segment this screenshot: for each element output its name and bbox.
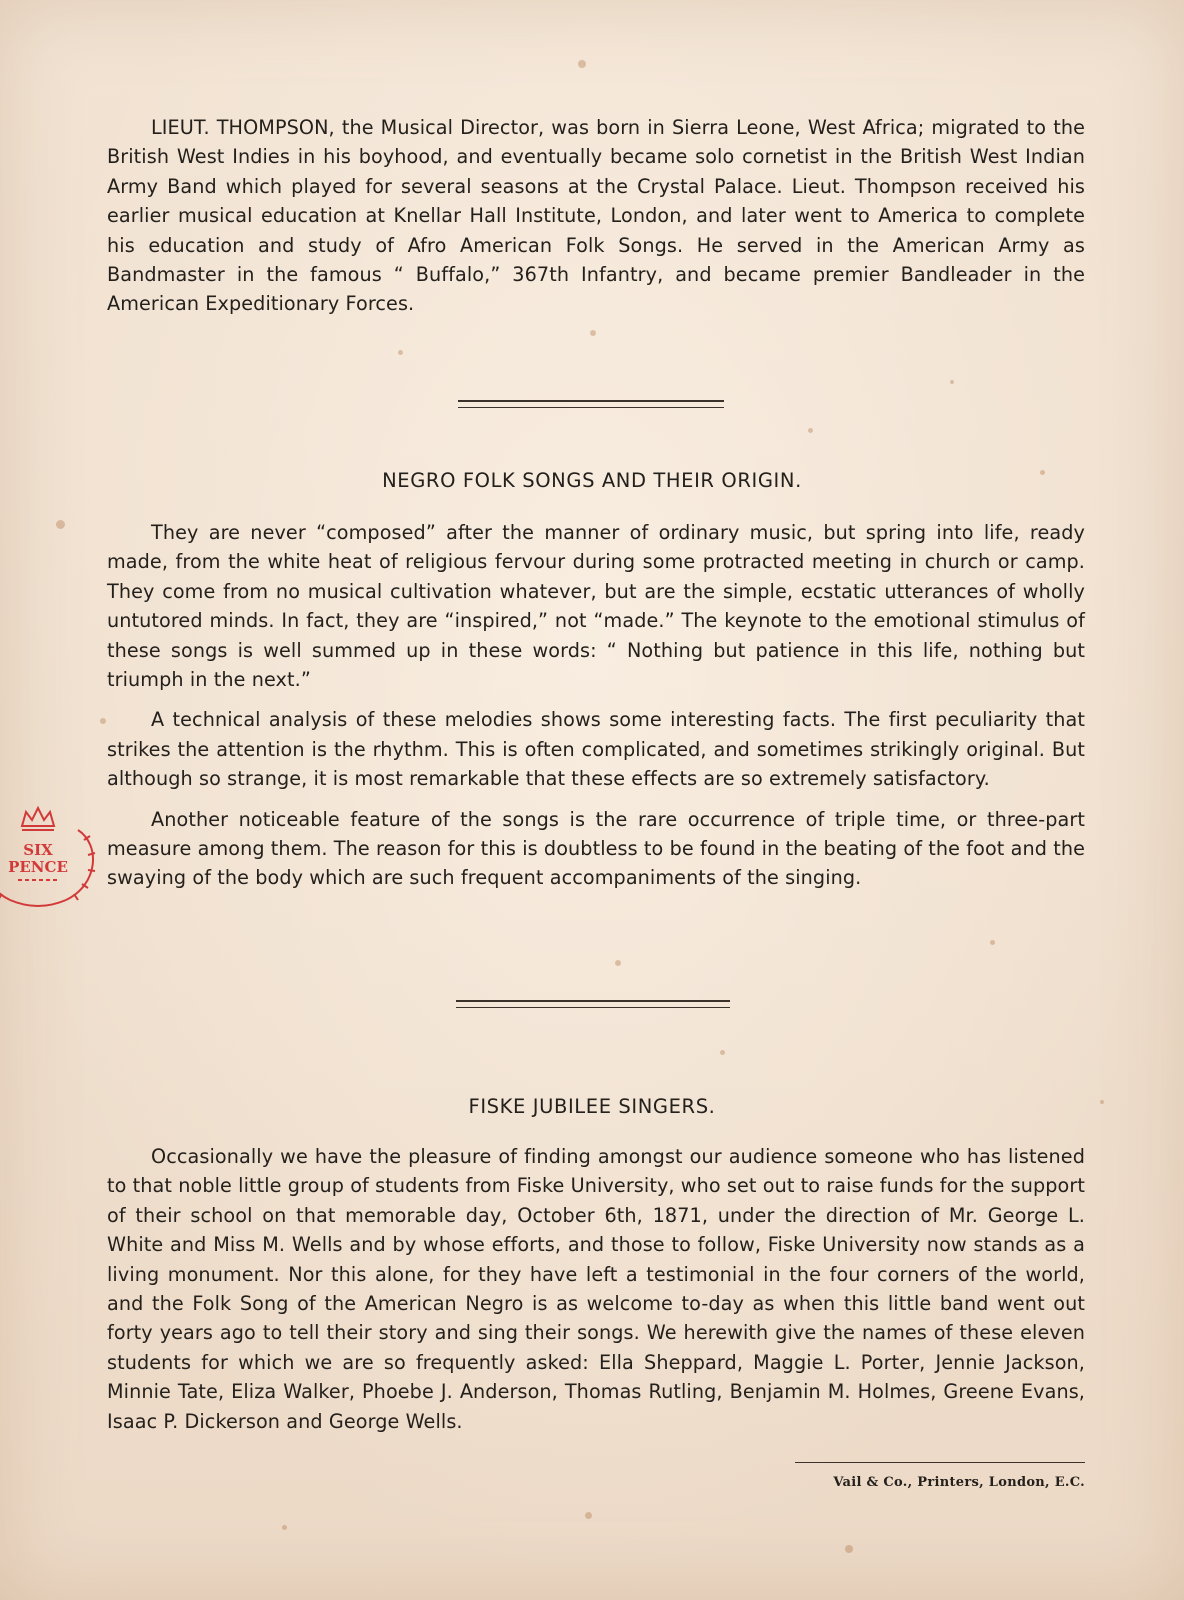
sixpence-stamp: [0, 800, 110, 910]
foxing-spot: [845, 1545, 853, 1553]
foxing-spot: [808, 428, 813, 433]
origin-paragraph-2: A technical analysis of these melodies shows some interesting facts. The first peculiarity that strikes the attention is the rhythm. This is often complicated, and sometimes strikingly original. But although so strange, it is most remarkable that these effects are so extremely satisfactory.: [107, 708, 1085, 791]
section-divider: [456, 1000, 730, 1008]
section-divider: [458, 400, 724, 408]
bio-section: [107, 113, 1085, 319]
foxing-spot: [282, 1525, 287, 1530]
origin-paragraph-3: Another noticeable feature of the songs is the rare occurrence of triple time, or three-part measure among them. The reason for this is doubtless to be found in the beating of the foot and the swaying of the body which are such frequent accompaniments of the singing.: [107, 807, 1086, 890]
fiske-heading: FISKE JUBILEE SINGERS.: [468, 1095, 716, 1118]
origin-section: [107, 518, 1085, 893]
fiske-paragraph: Occasionally we have the pleasure of finding amongst our audience someone who has listened to that noble little group of students from Fiske University, who set out to raise funds for the support of their school on that memorable day, October 6th, 1871, under the direction of Mr. George L. White and Miss M. Wells and by whose efforts, and those to follow, Fiske University now stands as a living monument. Nor this alone, for they have left a testimonial in the four corners of the world, and the Folk Song of the American Negro is as welcome to-day as when this little band went out forty years ago to tell their story and sing their songs. We herewith give the names of these eleven students for which we are so frequently asked: Ella Sheppard, Maggie L. Porter, Jennie Jackson, Minnie Tate, Eliza Walker, Phoebe J. Anderson, Thomas Rutling, Benjamin M. Holmes, Greene Evans, Isaac P. Dickerson and George Wells.: [107, 1145, 1085, 1433]
foxing-spot: [720, 1050, 725, 1055]
wreath-right: [66, 830, 93, 900]
wreath-ribbon: [10, 900, 66, 906]
foxing-spot: [615, 960, 621, 966]
foxing-spot: [578, 60, 586, 68]
origin-paragraph-1: They are never “composed” after the manner of ordinary music, but spring into life, ready made, from the white heat of religious fervour during some protracted meeting in church or camp. They come from no musical cultivation whatever, but are the simple, ecstatic utterances of wholly untutored minds. In fact, they are “inspired,” not “made.” The keynote to the emotional stimulus of these songs is well summed up in these words: “ Nothing but patience in this life, nothing but triumph in the next.”: [107, 521, 1085, 692]
foxing-spot: [398, 350, 403, 355]
bio-paragraph: LIEUT. THOMPSON, the Musical Director, was born in Sierra Leone, West Africa; migrated to the British West Indies in his boyhood, and eventually became solo cornetist in the British West Indian Army Band which played for several seasons at the Crystal Palace. Lieut. Thompson received his earlier musical education at Knellar Hall Institute, London, and later went to America to complete his education and study of Afro American Folk Songs. He served in the American Army as Bandmaster in the famous “ Buffalo,” 367th Infantry, and became premier Bandleader in the American Expeditionary Forces.: [107, 116, 1085, 316]
foxing-spot: [990, 940, 995, 945]
foxing-spot: [950, 380, 954, 384]
fiske-section: [107, 1142, 1085, 1436]
foxing-spot: [56, 520, 65, 529]
printer-rule: [795, 1462, 1085, 1463]
foxing-spot: [585, 1512, 592, 1519]
wreath-leaves-left: [0, 836, 2, 900]
stamp-line-1: SIX: [23, 841, 53, 859]
foxing-spot: [100, 718, 106, 724]
printer-imprint: Vail & Co., Printers, London, E.C.: [833, 1475, 1085, 1490]
origin-heading: NEGRO FOLK SONGS AND THEIR ORIGIN.: [382, 469, 802, 492]
foxing-spot: [590, 330, 596, 336]
crown-icon: [22, 808, 54, 826]
stamp-line-2: PENCE: [8, 858, 68, 876]
